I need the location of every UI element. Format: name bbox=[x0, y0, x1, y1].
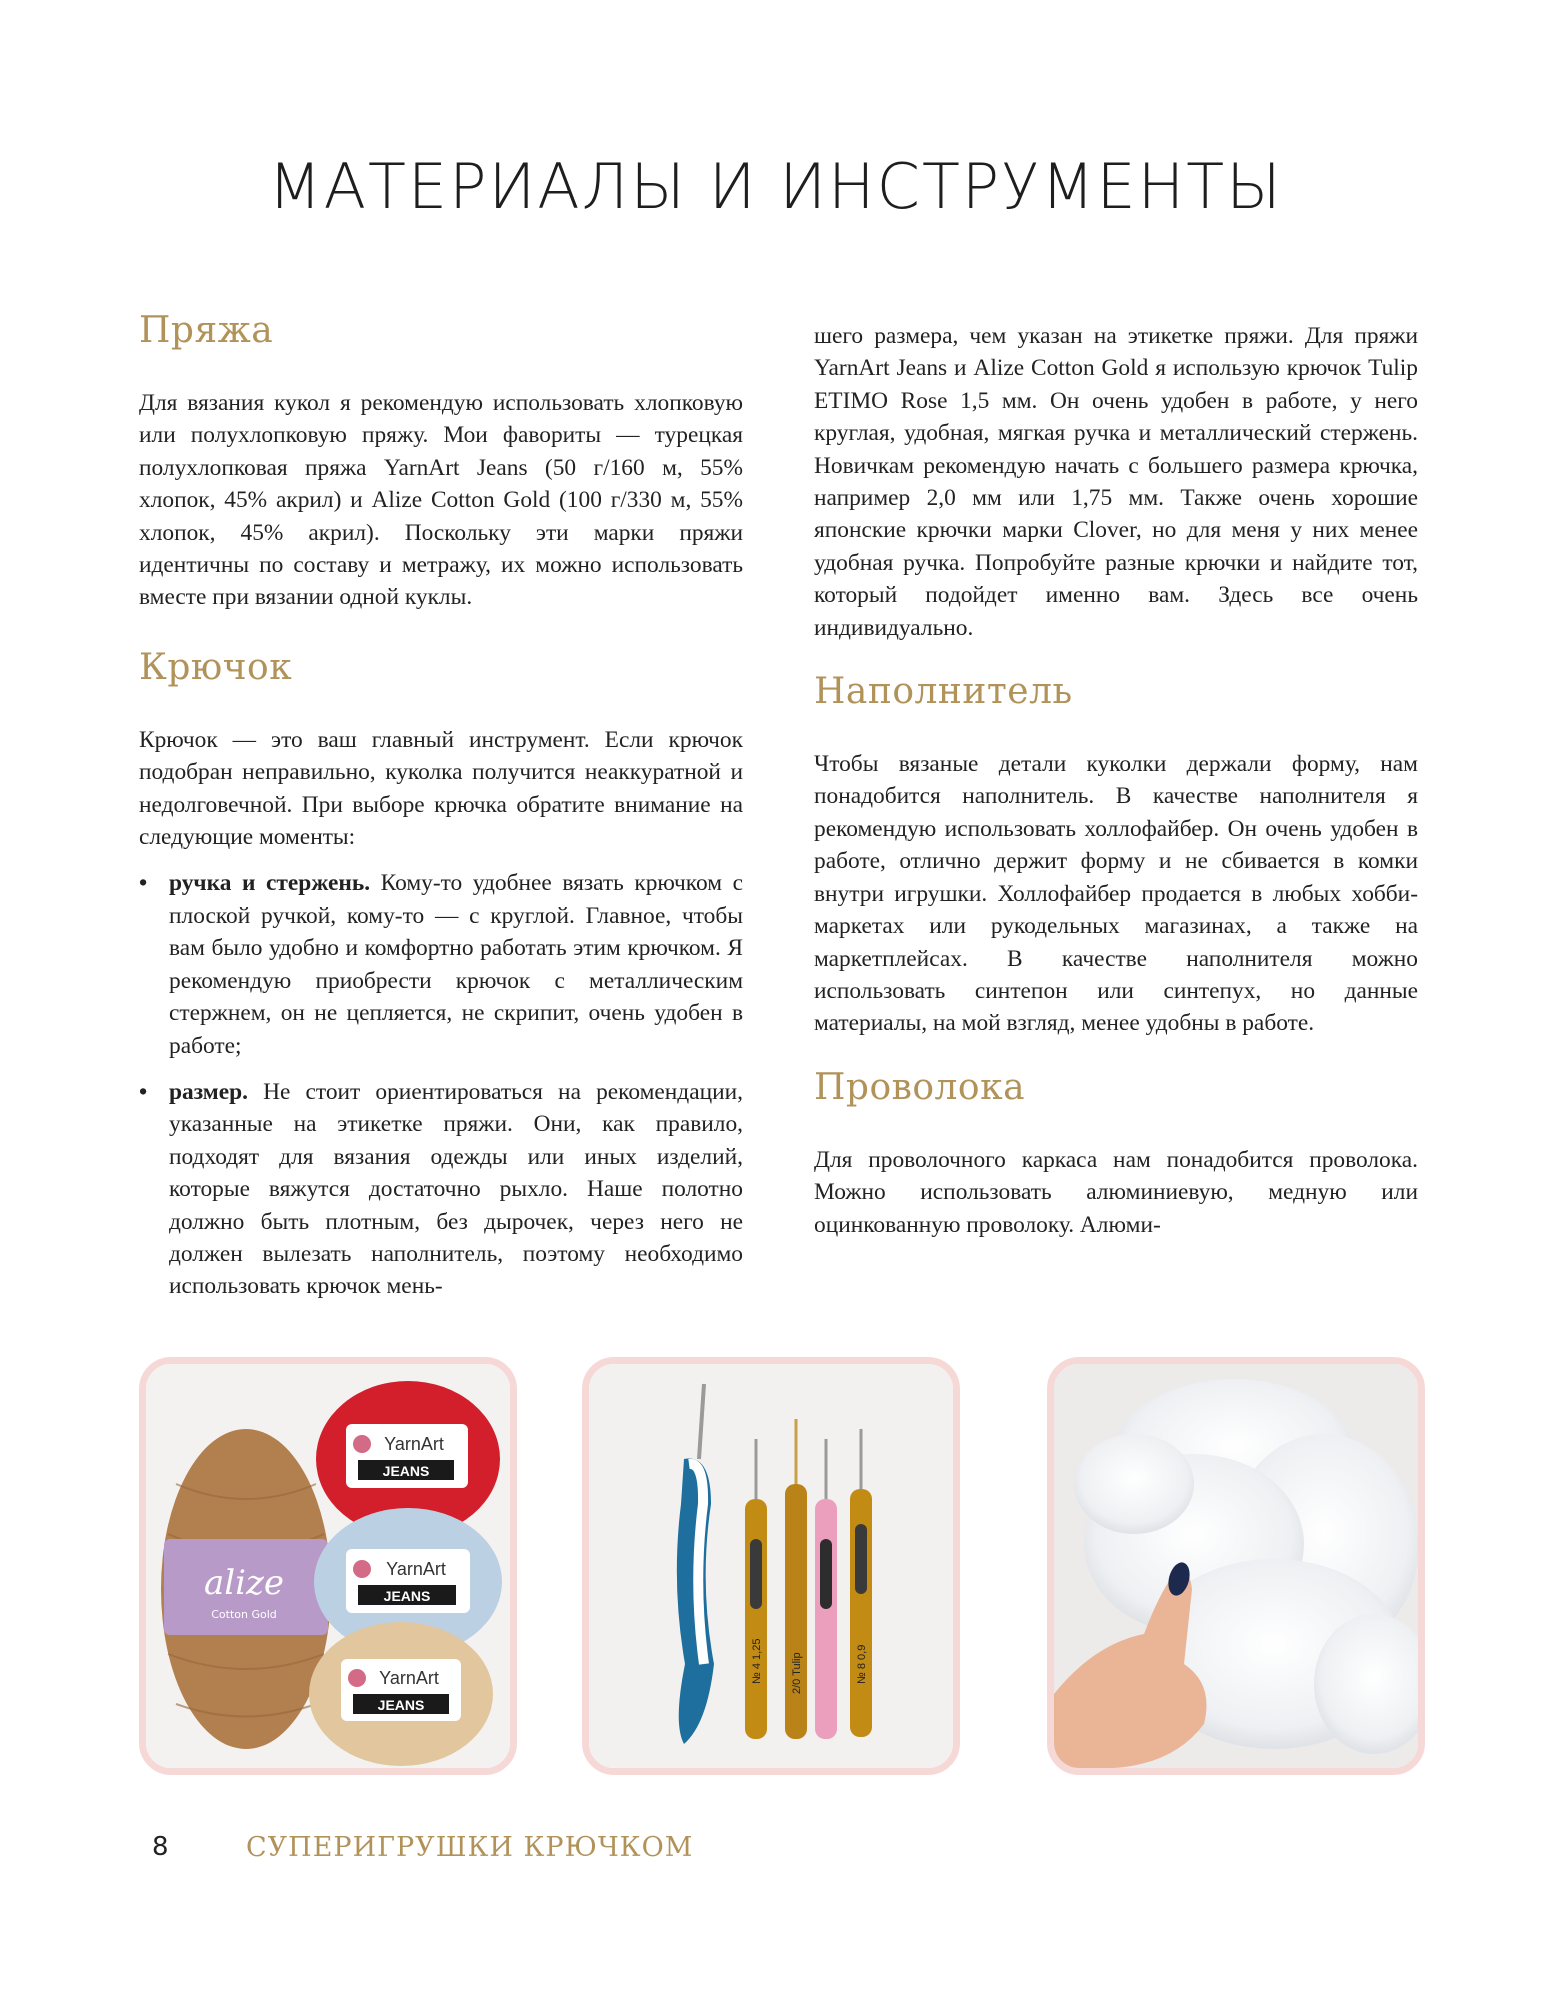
page-title: МАТЕРИАЛЫ И ИНСТРУМЕНТЫ bbox=[268, 150, 1283, 223]
list-item bbox=[139, 1076, 743, 1303]
section-heading-wire: Проволока bbox=[814, 1066, 1026, 1108]
bullet-text: Не стоит ориентироваться на рекомендации, указанные на этикетке пряжи. Они, как правило, подходят для вязания одежды или иных изделий, которые вяжутся достаточно рыхло. Наше полотно должно быть плотным, без дырочек, через него не должен вылезать наполнитель, поэтому необходимо использовать крючок мень- bbox=[169, 1078, 743, 1300]
section-heading-filler: Наполнитель bbox=[814, 671, 1073, 713]
label-yarnart: YarnArt bbox=[386, 1559, 446, 1579]
label-alize-sub: Cotton Gold bbox=[211, 1608, 277, 1621]
yarnart-label-2 bbox=[346, 1549, 470, 1613]
label-yarnart: YarnArt bbox=[384, 1434, 444, 1454]
filler-illustration bbox=[1054, 1364, 1418, 1768]
yarnart-label-1 bbox=[346, 1424, 468, 1488]
hook-label-1: № 4 1,25 bbox=[751, 1638, 763, 1684]
yarn-paragraph: Для вязания кукол я рекомендую использовать хлопковую или полухлопковую пряжу. Мои фавориты — турецкая полухлопковая пряжа YarnArt Jeans (50 г/160 м, 55% хлопок, 45% акрил) и Alize Cotton Gold (100 г/330 м, 55% хлопок, 45% акрил). Поскольку эти марки пряжи идентичны по составу и метражу, их можно использовать вместе при вязании одной куклы. bbox=[139, 390, 743, 611]
hooks-illustration bbox=[589, 1364, 953, 1768]
photo-filler bbox=[1047, 1357, 1425, 1775]
label-yarnart: YarnArt bbox=[379, 1668, 439, 1688]
hook-label-3: № 8 0,9 bbox=[856, 1644, 868, 1684]
photo-yarn bbox=[139, 1357, 517, 1775]
hook-label-2: 2/0 Tulip bbox=[791, 1652, 803, 1694]
left-column bbox=[139, 305, 743, 1317]
label-jeans: JEANS bbox=[383, 1588, 431, 1604]
list-item bbox=[139, 867, 743, 1061]
bullet-text: Кому-то удобнее вязать крючком с плоской ручкой, кому-то — с круглой. Главное, чтобы вам было удобно и комфортно работать этим крючком. Я рекомендую приобрести крючок с металлическим стержнем, он не цепляется, не скрипит, очень удобен в работе; bbox=[169, 870, 743, 1059]
label-alize: alize bbox=[203, 1563, 285, 1603]
hook-bullet-list bbox=[139, 867, 743, 1302]
wire-paragraph: Для проволочного каркаса нам понадобится проволока. Можно использовать алюминиевую, медную или оцинкованную проволоку. Алюми- bbox=[814, 1146, 1418, 1238]
filler-paragraph: Чтобы вязаные детали куколки держали форму, нам понадобится наполнитель. В качестве наполнителя я рекомендую использовать холлофайбер. Он очень удобен в работе, отлично держит форму и не сбивается в комки внутри игрушки. Холлофайбер продается в любых хобби-маркетах или рукодельных магазинах, а также на маркетплейсах. В качестве наполнителя можно использовать синтепон или синтепух, но данные материалы, на мой взгляд, менее удобны в работе. bbox=[814, 751, 1418, 1037]
yarn-illustration bbox=[146, 1364, 510, 1768]
photo-hooks bbox=[582, 1357, 960, 1775]
bullet-term: размер. bbox=[169, 1078, 248, 1105]
section-heading-hook: Крючок bbox=[139, 646, 293, 688]
section-heading-yarn: Пряжа bbox=[139, 310, 274, 351]
label-jeans: JEANS bbox=[377, 1697, 425, 1713]
right-column bbox=[814, 320, 1418, 1241]
bullet-term: ручка и стержень. bbox=[169, 870, 371, 897]
running-footer-title: СУПЕРИГРУШКИ КРЮЧКОМ bbox=[246, 1832, 694, 1863]
hook-continuation-paragraph: шего размера, чем указан на этикетке пряжи. Для пряжи YarnArt Jeans и Alize Cotton Gold я использую крючок Tulip ETIMO Rose 1,5 мм. Он очень удобен в работе, у него круглая, удобная, мягкая ручка и металлический стержень. Новичкам рекомендую начать с большего размера крючка, например 2,0 мм или 1,75 мм. Также очень хорошие японские крючки марки Clover, но для меня у них менее удобная ручка. Попробуйте разные крючки и найдите тот, который подойдет именно вам. Здесь все очень индивидуально. bbox=[814, 323, 1418, 641]
label-jeans: JEANS bbox=[382, 1463, 430, 1479]
page-number: 8 bbox=[152, 1832, 169, 1862]
yarnart-label-3 bbox=[341, 1659, 461, 1721]
hook-intro-paragraph: Крючок — это ваш главный инструмент. Если крючок подобран неправильно, куколка получится неаккуратной и недолговечной. При выборе крючка обратите внимание на следующие моменты: bbox=[139, 726, 743, 851]
